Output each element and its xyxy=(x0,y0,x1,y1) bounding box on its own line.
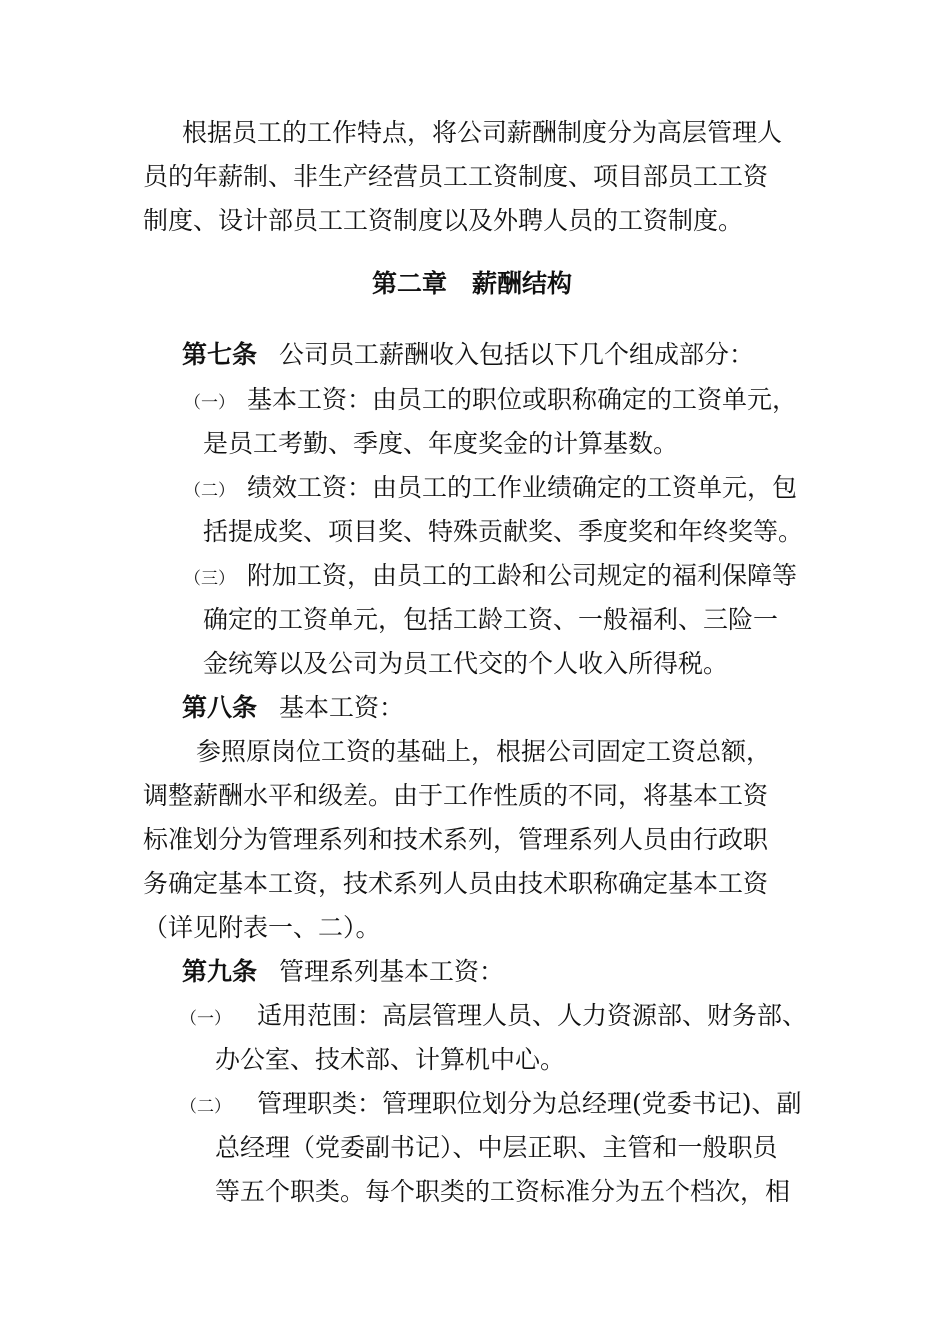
article-8-para-line-5: （详见附表一、二）。 xyxy=(143,913,381,942)
item-line: 附加工资，由员工的工龄和公司规定的福利保障等 xyxy=(247,561,798,590)
article-7-item-3-cont-1: 确定的工资单元，包括工龄工资、一般福利、三险一 xyxy=(203,605,779,634)
item-line: 基本工资：由员工的职位或职称确定的工资单元， xyxy=(247,385,798,414)
article-7-item-1 xyxy=(184,383,797,420)
article-7-item-3-cont-2: 金统筹以及公司为员工代交的个人收入所得税。 xyxy=(203,649,729,678)
article-8-para-line-4: 务确定基本工资，技术系列人员由技术职称确定基本工资 xyxy=(143,869,769,898)
article-9-item-1 xyxy=(180,999,807,1036)
article-9-label: 第九条 xyxy=(182,957,258,986)
article-8-header xyxy=(182,691,404,725)
item-marker: （二） xyxy=(180,1097,231,1117)
article-7-item-2-cont: 括提成奖、项目奖、特殊贡献奖、季度奖和年终奖等。 xyxy=(203,517,804,546)
item-line: 绩效工资：由员工的工作业绩确定的工资单元，包 xyxy=(247,473,798,502)
item-marker: （一） xyxy=(184,393,235,413)
article-9-item-2-cont-1: 总经理（党委副书记）、中层正职、主管和一般职员 xyxy=(215,1133,778,1162)
article-9-item-2 xyxy=(180,1087,802,1124)
item-line: 适用范围：高层管理人员、人力资源部、财务部、 xyxy=(257,1001,808,1030)
item-marker: （二） xyxy=(184,481,235,501)
article-9-text: 管理系列基本工资： xyxy=(279,957,505,986)
article-8-text: 基本工资： xyxy=(279,693,405,722)
article-9-item-2-cont-2: 等五个职类。每个职类的工资标准分为五个档次，相 xyxy=(215,1177,791,1206)
article-9-header xyxy=(182,955,504,989)
article-7-item-3 xyxy=(184,559,797,596)
article-7-text: 公司员工薪酬收入包括以下几个组成部分： xyxy=(279,340,755,369)
article-7-item-1-cont: 是员工考勤、季度、年度奖金的计算基数。 xyxy=(203,429,679,458)
article-8-label: 第八条 xyxy=(182,693,258,722)
intro-line-2: 员的年薪制、非生产经营员工工资制度、项目部员工工资 xyxy=(143,162,769,191)
intro-line-1: 根据员工的工作特点，将公司薪酬制度分为高层管理人 xyxy=(182,118,783,147)
item-marker: （一） xyxy=(180,1009,231,1029)
article-8-para-line-3: 标准划分为管理系列和技术系列，管理系列人员由行政职 xyxy=(143,825,769,854)
item-line: 管理职类：管理职位划分为总经理(党委书记)、副 xyxy=(257,1089,802,1118)
article-7-header xyxy=(182,338,754,372)
intro-line-3: 制度、设计部员工工资制度以及外聘人员的工资制度。 xyxy=(143,206,744,235)
article-9-item-1-cont: 办公室、技术部、计算机中心。 xyxy=(215,1045,566,1074)
chapter-title: 第二章 薪酬结构 xyxy=(372,269,573,298)
article-8-para-line-1: 参照原岗位工资的基础上，根据公司固定工资总额， xyxy=(196,737,772,766)
article-7-item-2 xyxy=(184,471,797,508)
item-marker: （三） xyxy=(184,569,235,589)
article-7-label: 第七条 xyxy=(182,340,258,369)
article-8-para-line-2: 调整薪酬水平和级差。由于工作性质的不同，将基本工资 xyxy=(143,781,769,810)
